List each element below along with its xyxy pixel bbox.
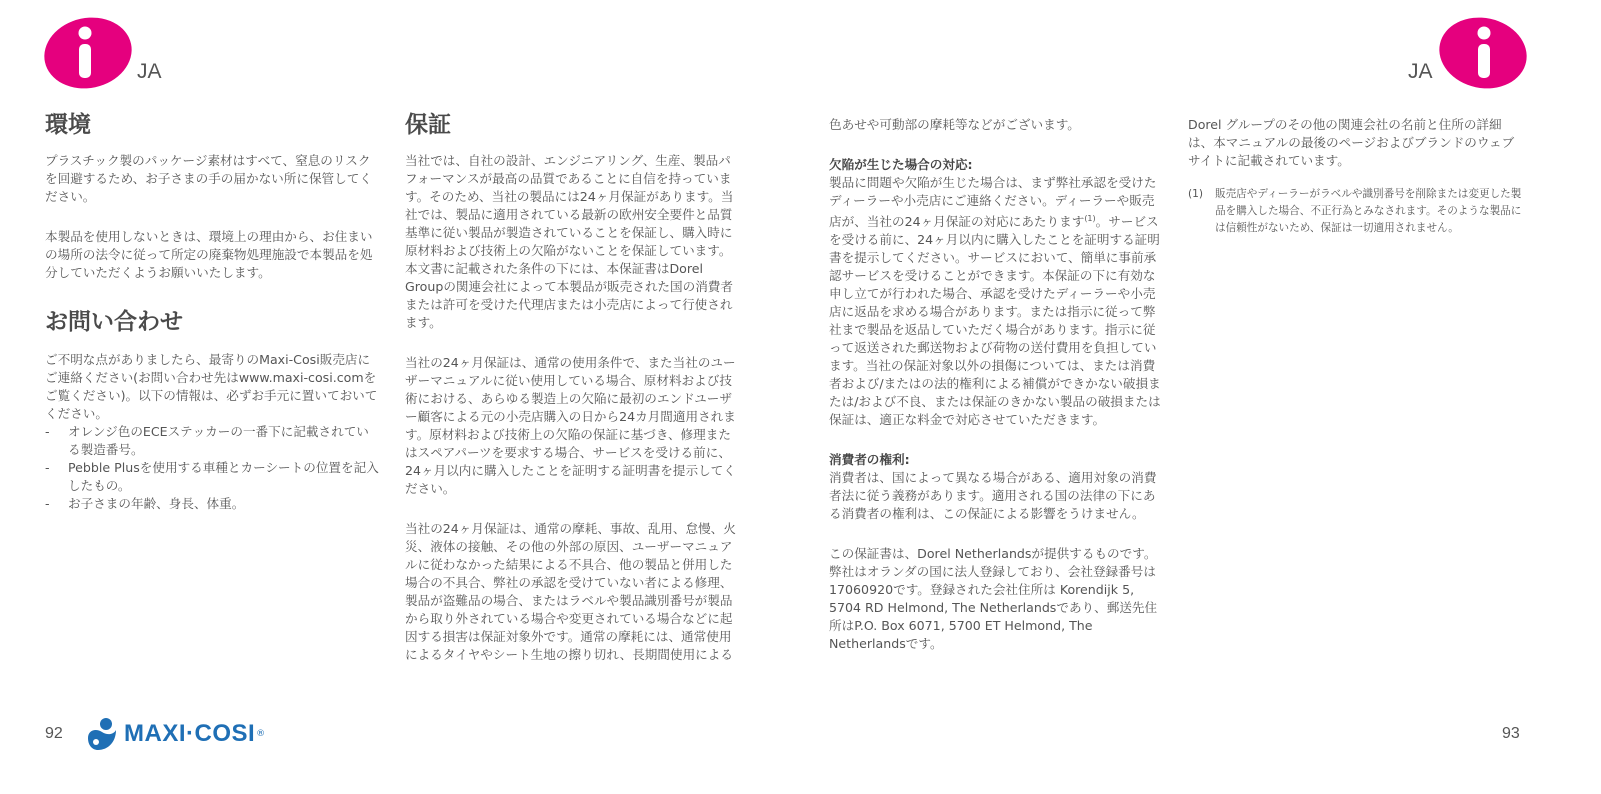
maxi-cosi-logo	[84, 716, 265, 752]
dorel-group-paragraph: Dorel グループのその他の関連会社の名前と住所の詳細は、本マニュアルの最後のページおよびブランドのウェブサイトに記載されています。	[1188, 117, 1515, 168]
warranty-paragraph-2: 当社の24ヶ月保証は、通常の使用条件で、また当社のユーザーマニュアルに従い使用している場合、原材料および技術における、あらゆる製造上の欠陥に最初のエンドユーザー顧客による元の小売店購入の日から24カ月間適用されます。原材料および技術上の欠陥の保証に基づき、修理またはスペアパーツを要求する場合、サービスを受ける前に、24ヶ月以内に購入したことを証明する証明書を提示してください。	[405, 355, 736, 496]
logo-figure-icon	[84, 716, 120, 752]
footnote-reference: (1)	[1084, 214, 1096, 223]
right-column-2	[1188, 116, 1522, 237]
language-label-right: JA	[1408, 60, 1433, 83]
wear-paragraph: 色あせや可動部の摩耗等などがございます。	[829, 117, 1080, 132]
dorel-paragraph: この保証書は、Dorel Netherlandsが提供するものです。弊社はオランダの国に法人登録しており、会社登録番号は17060920です。登録された会社住所は Korendijk 5, 5704 RD Helmond, The Netherlandsであり、郵送先住所はP.O. Box 6071, 5700 ET Helmond, The Netherlandsです。	[829, 546, 1158, 652]
contact-paragraph: ご不明な点がありましたら、最寄りのMaxi-Cosi販売店にご連絡ください(お問い合わせ先はwww.maxi-cosi.comをご覧ください)。以下の情報は、必ずお手元に置いておいてください。	[45, 352, 378, 421]
info-icon-left	[44, 16, 136, 94]
list-item: - オレンジ色のECEステッカーの一番下に記載されている製造番号。	[45, 423, 379, 459]
footnote-mark: (1)	[1188, 188, 1204, 200]
defect-text-b: 。サービスを受ける前に、24ヶ月以内に購入したことを証明する証明書を提示してください。サービスにおいて、簡単に事前承認サービスを受けることができます。本保証の下に有効な申し立てが行われた場合、承認を受けたディーラーや小売店に返品を求める場合があります。または指示に従って弊社まで製品を返品していただく場合があります。指示に従って返送された郵送物および荷物の送付費用を負担しています。当社の保証対象以外の損傷については、または消費者および/またはの法的権利による補償ができかない破損または/および不良、または保証のきかない製品の破損または保証は、適正な料金で対応させていただきます。	[829, 214, 1161, 428]
contact-list	[45, 423, 379, 513]
environment-paragraph-1: プラスチック製のパッケージ素材はすべて、窒息のリスクを回避するため、お子さまの手の届かない所に保管してください。	[45, 153, 372, 204]
logo-registered-mark: ®	[256, 729, 266, 739]
defect-heading: 欠陥が生じた場合の対応:	[829, 157, 973, 172]
page-number-right: 93	[1502, 725, 1520, 742]
warranty-paragraph-3: 当社の24ヶ月保証は、通常の摩耗、事故、乱用、怠慢、火災、液体の接触、その他の外部の原因、ユーザーマニュアルに従わなかった結果による不具合、他の製品と併用した場合の不具合、弊社の承認を受けていない者による修理、製品が盗難品の場合、またはラベルや製品識別番号が製品から取り外されている場合や変更されている場合などに起因する損害は保証対象外です。通常の摩耗には、通常使用によるタイヤやシート生地の擦り切れ、長期間使用による	[405, 521, 736, 662]
language-label-left: JA	[137, 60, 162, 83]
middle-column	[405, 110, 739, 664]
footnote-text: 販売店やディーラーがラベルや識別番号を削除または変更した製品を購入した場合、不正行為とみなされます。そのような製品には信頼性がないため、保証は一切適用されません。	[1215, 188, 1522, 234]
info-icon-right	[1437, 16, 1529, 94]
right-column-1	[829, 116, 1163, 653]
defect-paragraph	[829, 174, 1163, 429]
warranty-title: 保証	[405, 112, 451, 138]
consumer-rights-heading: 消費者の権利:	[829, 452, 910, 468]
defect-text-a: 製品に問題や欠陥が生じた場合は、まず弊社承認を受けたディーラーや小売店にご連絡ください。ディーラーや販売店が、当社の24ヶ月保証の対応にあたります	[829, 175, 1157, 230]
warranty-paragraph-1: 当社では、自社の設計、エンジニアリング、生産、製品パフォーマンスが最高の品質であることに自信を持っています。そのため、当社の製品には24ヶ月保証があります。当社では、製品に適用されている最新の欧州安全要件と品質基準に従い製品が製造されていることを保証し、購入時に原材料および技術上の欠陥がないことを保証しています。本文書に記載された条件の下には、本保証書はDorel Groupの関連会社によって本製品が販売された国の消費者または許可を受けた代理店または小売店によって行使されます。	[405, 153, 734, 330]
left-column	[45, 110, 379, 513]
contact-title: お問い合わせ	[45, 309, 183, 335]
consumer-rights-paragraph: 消費者は、国によって異なる場合がある、適用対象の消費者法に従う義務があります。適用される国の法律の下にある消費者の権利は、この保証による影響をうけません。	[829, 470, 1157, 522]
list-item: - お子さまの年齢、身長、体重。	[45, 495, 379, 513]
environment-paragraph-2: 本製品を使用しないときは、環境上の理由から、お住まいの場所の法令に従って所定の廃棄物処理施設で本製品を処分していただくようお願いいたします。	[45, 229, 373, 280]
logo-text: MAXI·COSI	[124, 720, 256, 747]
footnote	[1188, 186, 1522, 237]
list-item: - Pebble Plusを使用する車種とカーシートの位置を記入したもの。	[45, 459, 379, 495]
environment-title: 環境	[45, 112, 91, 138]
page-number-left: 92	[45, 725, 63, 742]
